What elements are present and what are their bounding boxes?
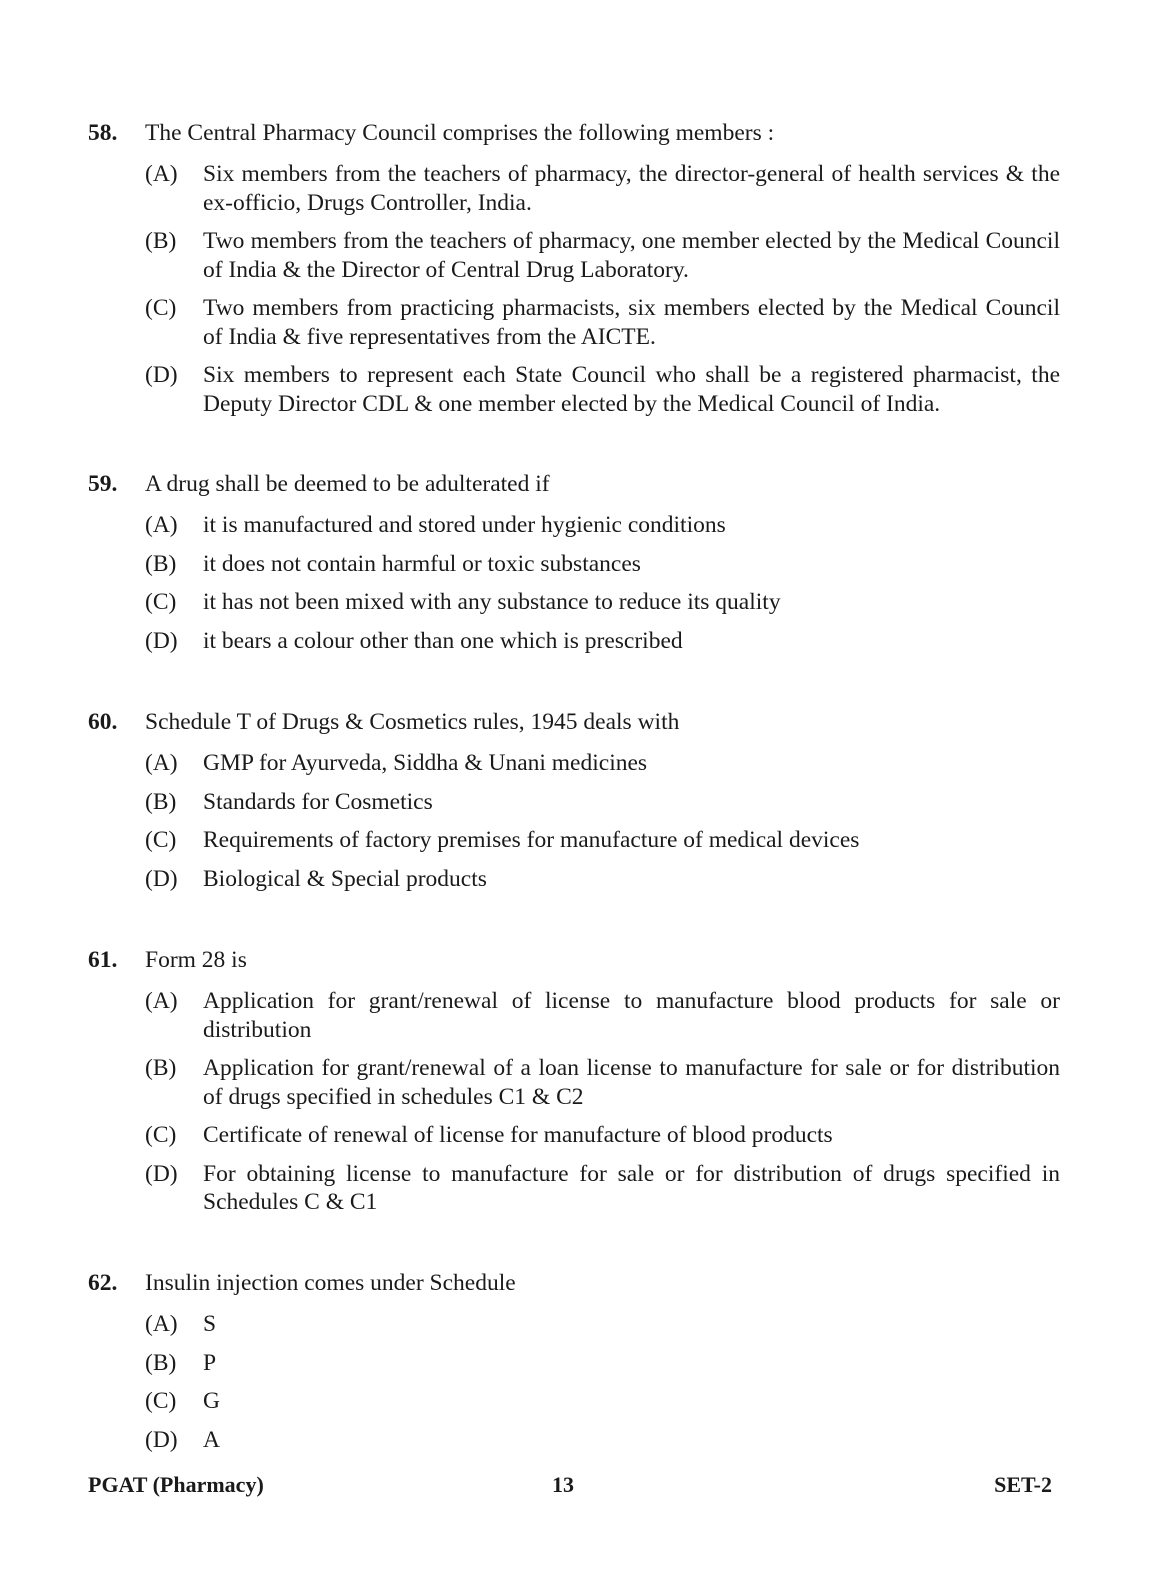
set-label: SET-2 [994,1472,1052,1497]
page-number: 13 [552,1472,574,1497]
option-text: Requirements of factory premises for manufacture of medical devices [203,827,860,853]
option-d [145,1160,1060,1217]
option-c [145,588,1060,617]
option-text: Biological & Special products [203,865,487,892]
question-number: 61. [88,947,118,973]
option-text: P [203,1349,217,1376]
option-letter: (A) [145,750,178,776]
option-letter: (B) [145,1055,177,1081]
option-text: it is manufactured and stored under hygienic conditions [203,512,726,538]
question-number: 60. [88,709,118,735]
option-letter: (A) [145,1311,178,1337]
option-text: For obtaining license to manufacture for sale or for distribution of drugs specified in Schedules C & C1 [203,1160,1060,1215]
question-58 [88,120,1060,418]
option-letter: (C) [145,1122,177,1148]
option-letter: (C) [145,827,177,853]
option-letter: (C) [145,1388,177,1414]
option-letter: (D) [145,362,178,388]
option-c [145,294,1060,351]
option-text: GMP for Ayurveda, Siddha & Unani medicines [203,750,648,776]
question-number: 62. [88,1270,118,1296]
footer-exam-title: PGAT (Pharmacy) [88,1472,264,1497]
option-b [145,1054,1060,1111]
option-d [145,627,1060,656]
option-letter: (D) [145,1426,178,1453]
option-b [145,1349,1060,1378]
option-letter: (B) [145,1349,177,1376]
option-letter: (D) [145,627,178,654]
option-a [145,749,1060,778]
option-letter: (B) [145,228,177,254]
option-letter: (A) [145,988,178,1014]
option-letter: (A) [145,161,178,187]
option-a [145,511,1060,540]
option-a [145,987,1060,1044]
option-a [145,160,1060,217]
option-text: Two members from the teachers of pharmacy, one member elected by the Medical Council of India & the Director of Central Drug Laboratory. [203,228,1060,283]
option-letter: (C) [145,589,177,615]
question-text: Insulin injection comes under Schedule [145,1270,516,1296]
option-letter: (C) [145,295,177,321]
option-letter: (D) [145,865,178,892]
option-letter: (A) [145,512,178,538]
option-b [145,227,1060,284]
option-letter: (B) [145,788,177,815]
question-text: Schedule T of Drugs & Cosmetics rules, 1945 deals with [145,709,680,735]
option-text: Application for grant/renewal of a loan license to manufacture for sale or for distribution of drugs specified in schedules C1 & C2 [203,1055,1060,1110]
option-text: it bears a colour other than one which is prescribed [203,627,683,654]
option-text: it has not been mixed with any substance to reduce its quality [203,589,781,615]
question-number: 58. [88,120,118,146]
option-text: it does not contain harmful or toxic substances [203,550,641,577]
option-text: Certificate of renewal of license for manufacture of blood products [203,1122,833,1148]
option-text: Six members from the teachers of pharmacy, the director-general of health services & the ex-officio, Drugs Controller, India. [203,161,1060,216]
option-a [145,1310,1060,1339]
option-letter: (D) [145,1160,178,1187]
option-c [145,1121,1060,1150]
option-b [145,550,1060,579]
question-text: Form 28 is [145,947,247,973]
question-61 [88,947,1060,1217]
option-text: Two members from practicing pharmacists, six members elected by the Medical Council of India & five representatives from the AICTE. [203,295,1060,350]
question-59 [88,471,1060,655]
option-d [145,865,1060,894]
option-b [145,788,1060,817]
option-c [145,1387,1060,1416]
option-d [145,1426,1060,1455]
option-text: S [203,1311,217,1337]
question-60 [88,709,1060,893]
option-text: G [203,1388,220,1414]
option-c [145,826,1060,855]
question-number: 59. [88,471,118,497]
question-62 [88,1270,1060,1454]
option-d [145,361,1060,418]
option-text: Six members to represent each State Council who shall be a registered pharmacist, the Deputy Director CDL & one member elected by the Medical Council of India. [203,362,1060,417]
option-text: A [203,1426,220,1453]
option-letter: (B) [145,550,177,577]
option-text: Standards for Cosmetics [203,788,433,815]
option-text: Application for grant/renewal of license to manufacture blood products for sale or distribution [203,988,1060,1043]
question-text: The Central Pharmacy Council comprises the following members : [145,120,775,146]
question-text: A drug shall be deemed to be adulterated if [145,471,550,497]
